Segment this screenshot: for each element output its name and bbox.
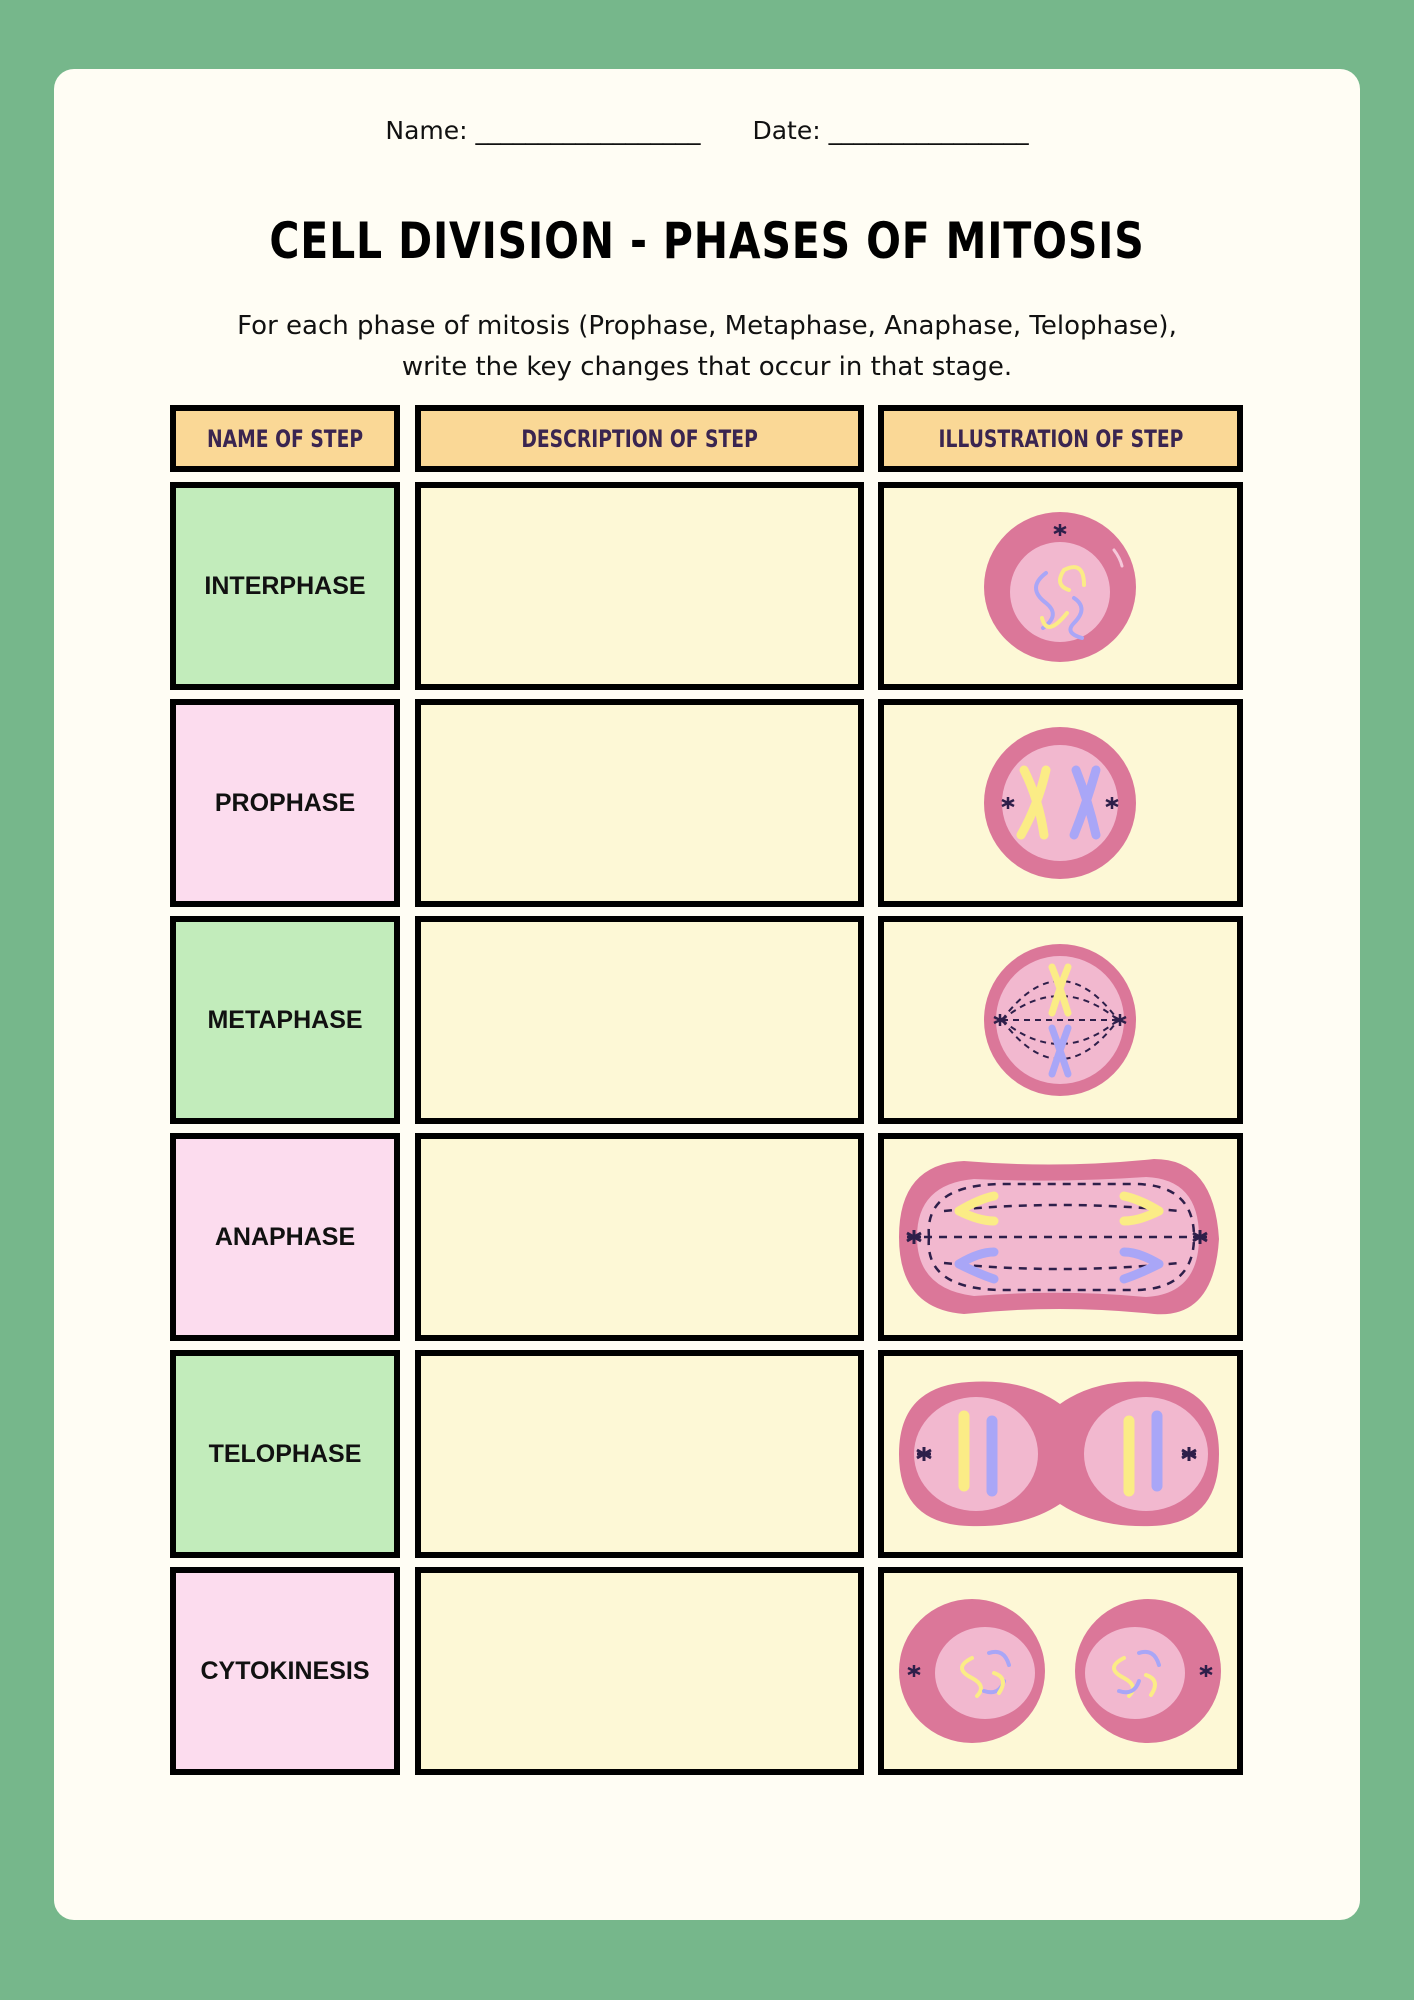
step-name: METAPHASE <box>207 1005 363 1034</box>
name-date-line <box>0 116 1414 145</box>
step-name: PROPHASE <box>214 788 356 817</box>
description-input[interactable] <box>415 1567 864 1775</box>
column-header-label: ILLUSTRATION OF STEP <box>938 424 1183 453</box>
illustration-cell <box>878 1567 1243 1775</box>
step-name: ANAPHASE <box>214 1222 356 1251</box>
anaphase-cell-icon <box>884 1139 1237 1335</box>
instructions-line-2: write the key changes that occur in that stage. <box>401 352 1013 382</box>
date-field[interactable]: Date: ________________ <box>752 116 1029 145</box>
step-name-cell <box>170 699 400 907</box>
description-input[interactable] <box>415 699 864 907</box>
description-input[interactable] <box>415 1350 864 1558</box>
illustration-cell <box>878 482 1243 690</box>
step-name-cell <box>170 482 400 690</box>
illustration-cell <box>878 1350 1243 1558</box>
step-name-cell <box>170 1567 400 1775</box>
prophase-cell-icon <box>884 705 1237 901</box>
instructions <box>0 306 1414 388</box>
illustration-cell <box>878 699 1243 907</box>
telophase-cell-icon <box>884 1356 1237 1552</box>
step-name: INTERPHASE <box>204 571 366 600</box>
name-field[interactable]: Name: __________________ <box>385 116 701 145</box>
metaphase-cell-icon <box>884 922 1237 1118</box>
step-name-cell <box>170 916 400 1124</box>
column-header-label: NAME OF STEP <box>206 424 364 453</box>
step-name: CYTOKINESIS <box>200 1656 370 1685</box>
step-name-cell <box>170 1350 400 1558</box>
illustration-cell <box>878 1133 1243 1341</box>
column-header-label: DESCRIPTION OF STEP <box>521 424 758 453</box>
description-input[interactable] <box>415 482 864 690</box>
description-input[interactable] <box>415 1133 864 1341</box>
column-header-illustration <box>878 405 1243 472</box>
column-header-description <box>415 405 864 472</box>
step-name-cell <box>170 1133 400 1341</box>
column-header-name <box>170 405 400 472</box>
step-name: TELOPHASE <box>208 1439 362 1468</box>
illustration-cell <box>878 916 1243 1124</box>
description-input[interactable] <box>415 916 864 1124</box>
instructions-line-1: For each phase of mitosis (Prophase, Metaphase, Anaphase, Telophase), <box>237 311 1177 341</box>
cytokinesis-cells-icon <box>884 1573 1237 1769</box>
interphase-cell-icon <box>884 488 1237 684</box>
page-title: CELL DIVISION - PHASES OF MITOSIS <box>269 212 1145 270</box>
